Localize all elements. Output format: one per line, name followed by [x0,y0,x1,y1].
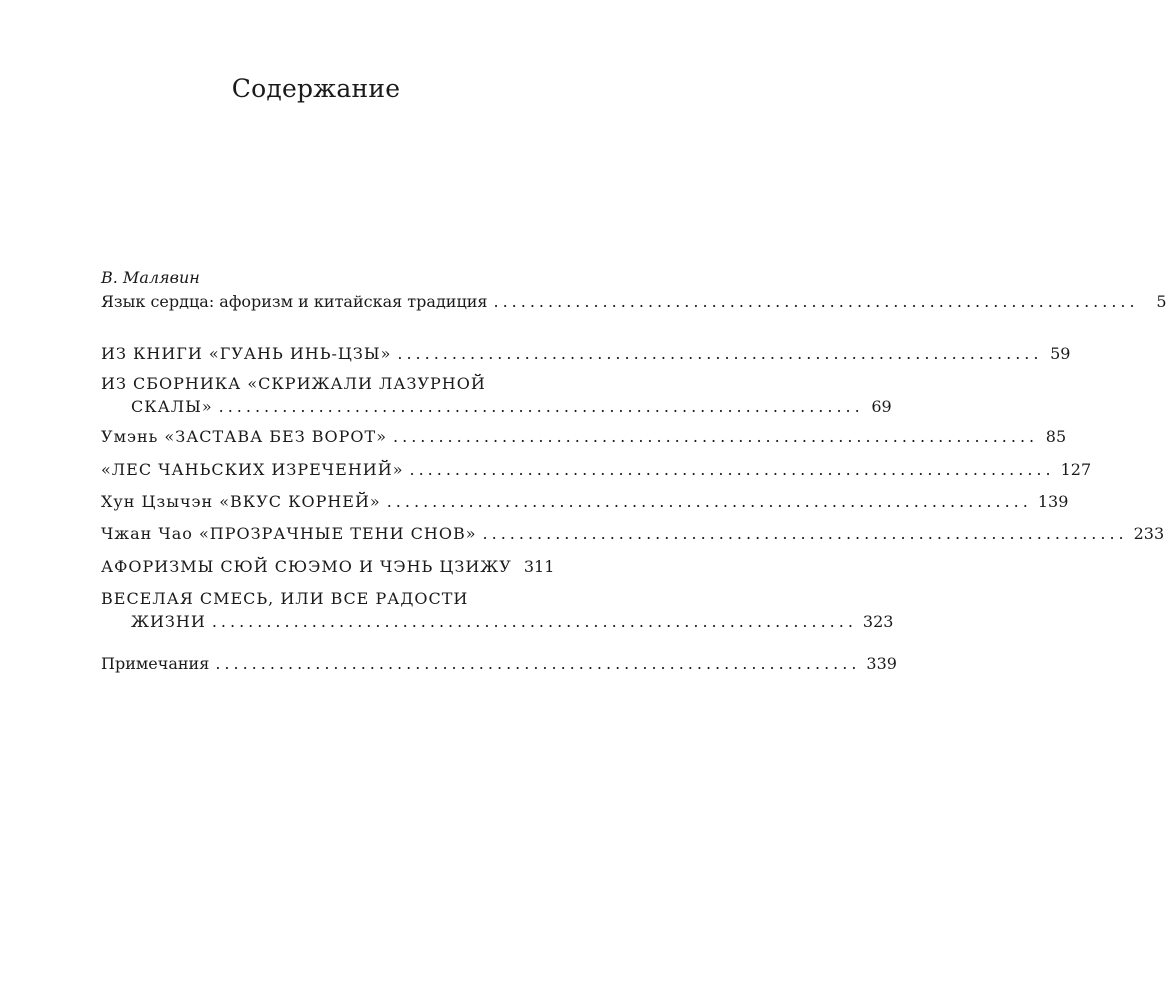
toc-entry-title-line1[interactable]: ИЗ СБОРНИКА «СКРИЖАЛИ ЛАЗУРНОЙ [101,374,486,393]
toc-entry-page: 339 [866,654,897,673]
toc-entry-title: АФОРИЗМЫ СЮЙ СЮЭМО И ЧЭНЬ ЦЗИЖУ [101,557,512,576]
toc-entry-page: 85 [1045,427,1067,446]
toc-entry-page: 139 [1037,492,1069,511]
dot-leader: ....................................................................... [218,397,864,416]
page-title: Содержание [231,74,401,103]
toc-entry-title: Умэнь «ЗАСТАВА БЕЗ ВОРОТ» [101,427,388,446]
toc-entry[interactable] [131,612,894,632]
toc-entry-title: ИЗ КНИГИ «ГУАНЬ ИНЬ-ЦЗЫ» [101,344,392,363]
toc-entry[interactable] [131,397,892,417]
toc-entry-notes[interactable] [101,654,897,674]
toc-entry-page: 311 [523,557,555,576]
toc-entry[interactable] [101,344,1071,364]
toc-entry-title: Примечания [101,654,210,673]
toc-entry[interactable] [101,524,1165,544]
toc-entry-page: 323 [862,612,894,631]
dot-leader: ....................................................................... [493,292,1139,311]
toc-entry-title: «ЛЕС ЧАНЬСКИХ ИЗРЕЧЕНИЙ» [101,460,404,479]
dot-leader: ....................................................................... [393,427,1039,446]
toc-entry-page: 233 [1133,524,1165,543]
intro-author: В. Малявин [101,268,200,287]
toc-entry-title-line1[interactable]: ВЕСЕЛАЯ СМЕСЬ, ИЛИ ВСЕ РАДОСТИ [101,589,469,608]
toc-entry-title: Язык сердца: афоризм и китайская традиция [101,292,488,311]
dot-leader: ....................................................................... [397,344,1043,363]
toc-entry-page: 69 [871,397,892,416]
toc-entry[interactable] [101,557,555,577]
toc-entry-intro[interactable] [101,292,1167,312]
toc-entry-title-line2: ЖИЗНИ [131,612,206,631]
dot-leader: ....................................................................... [409,460,1055,479]
dot-leader: ....................................................................... [386,492,1032,511]
toc-entry-page: 59 [1050,344,1071,363]
toc-entry[interactable] [101,492,1069,512]
toc-entry[interactable] [101,460,1092,480]
toc-entry-title-line2: СКАЛЫ» [131,397,213,416]
toc-entry-page: 5 [1156,292,1167,311]
dot-leader: ....................................................................... [211,612,857,631]
toc-entry[interactable] [101,427,1067,447]
toc-entry-title: Хун Цзычэн «ВКУС КОРНЕЙ» [101,492,381,511]
toc-entry-page: 127 [1060,460,1092,479]
dot-leader: ....................................................................... [215,654,861,673]
dot-leader: ....................................................................... [482,524,1128,543]
toc-entry-title: Чжан Чао «ПРОЗРАЧНЫЕ ТЕНИ СНОВ» [101,524,477,543]
